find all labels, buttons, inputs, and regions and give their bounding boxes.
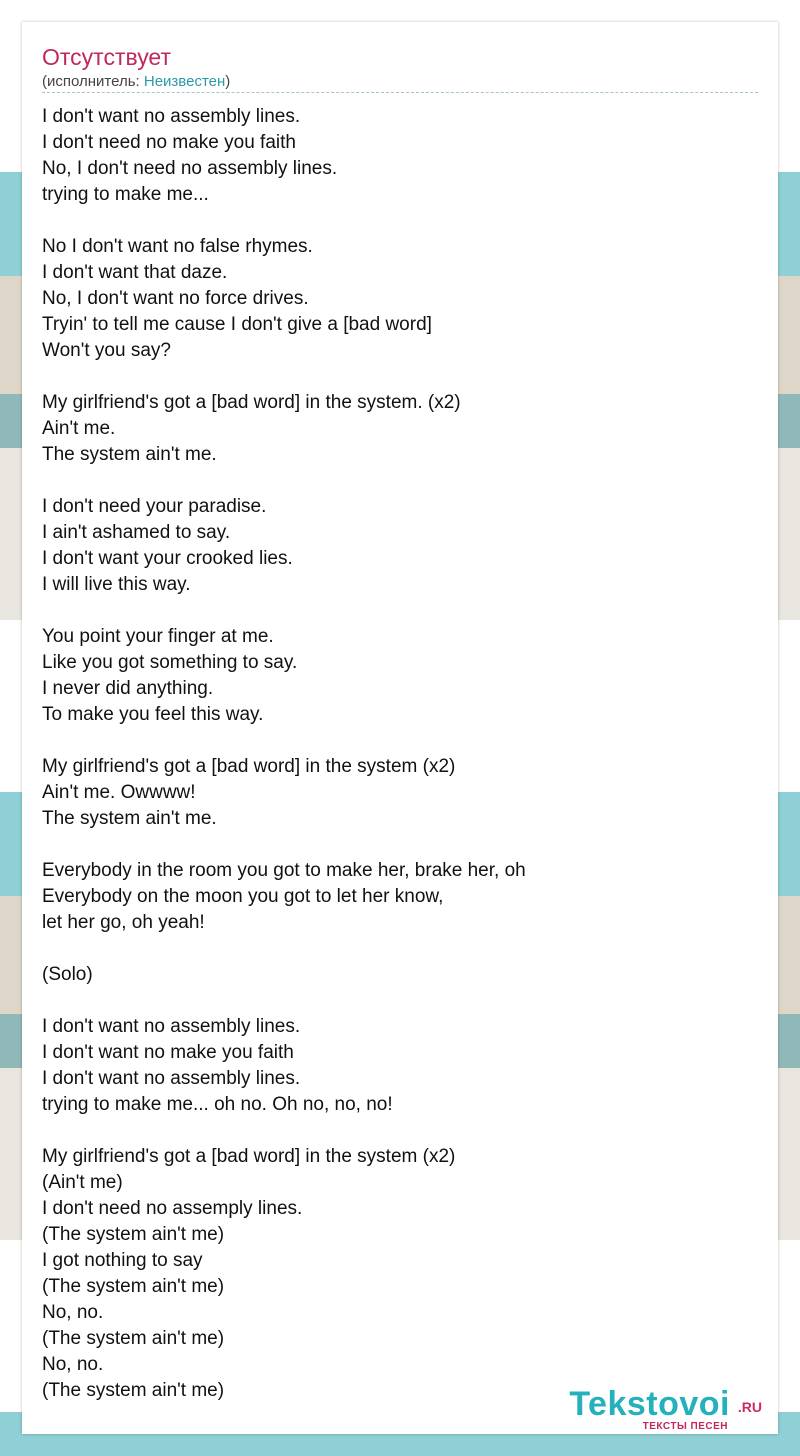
artist-link[interactable]: Неизвестен [143, 73, 226, 90]
title-divider [42, 92, 758, 93]
logo-tld: .RU [737, 1399, 762, 1415]
song-title: Отсутствует [42, 44, 171, 70]
artist-suffix: ) [225, 73, 231, 90]
site-logo[interactable] [560, 1386, 770, 1432]
logo-name: Tekstovoi [569, 1385, 730, 1423]
artist-line [42, 73, 230, 91]
lyrics-text: I don't want no assembly lines. I don't need no make you faith No, I don't need no assembly lines. trying to make me... No I don't want no false rhymes. I don't want that daze. No, I don't want no force drives. Tryin' to tell me cause I don't give a [bad word] Won't you say? My girlfriend's got a [bad word] in the system. (x2) Ain't me. The system ain't me. I don't need your paradise. I ain't ashamed to say. I don't want your crooked lies. I will live this way. You point your finger at me. Like you got something to say. I never did anything. To make you feel this way. My girlfriend's got a [bad word] in the system (x2) Ain't me. Owwww! The system ain't me. Everybody in the room you got to make her, brake her, oh Everybody on the moon you got to let her know, let her go, oh yeah! (Solo) I don't want no assembly lines. I don't want no make you faith I don't want no assembly lines. trying to make me... oh no. Oh no, no, no! My girlfriend's got a [bad word] in the system (x2) (Ain't me) I don't need no assemply lines. (The system ain't me) I got nothing to say (The system ain't me) No, no. (The system ain't me) No, no. (The system ain't me) [42, 106, 526, 1401]
lyrics-card [22, 22, 778, 1434]
logo-tagline: ТЕКСТЫ ПЕСЕН [642, 1421, 728, 1432]
artist-prefix: (исполнитель: [42, 73, 144, 90]
